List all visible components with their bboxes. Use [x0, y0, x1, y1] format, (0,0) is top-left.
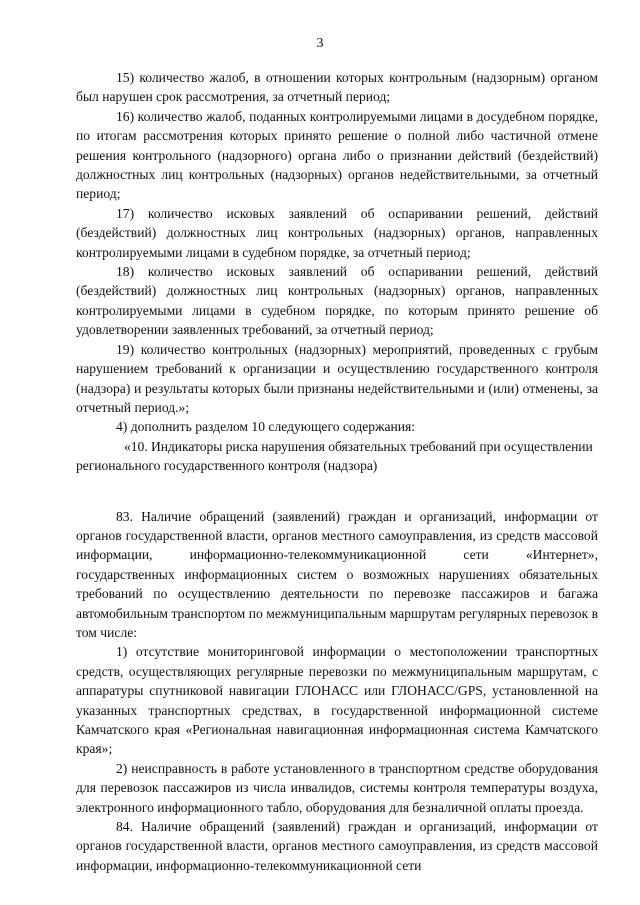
paragraph-item-19: 19) количество контрольных (надзорных) мероприятий, проведенных с грубым нарушением требований к организации и осуществлению государственного контроля (надзора) и результаты которых были признаны недействительными и (или) отменены, за отчетный период.»;: [76, 341, 598, 415]
paragraph-item-84: 84. Наличие обращений (заявлений) граждан и организаций, информации от органов государственной власти, органов местного самоуправления, из средств массовой информации, информационно-телекоммуникационной сети: [76, 819, 598, 873]
paragraph-item-17: 17) количество исковых заявлений об оспаривании решений, действий (бездействий) должностных лиц контрольных (надзорных) органов, направленных контролируемыми лицами в судебном порядке, за отчетный период;: [76, 205, 598, 260]
paragraph-amendment-4: 4) дополнить разделом 10 следующего содержания:: [116, 419, 416, 435]
paragraph-item-18: 18) количество исковых заявлений об оспаривании решений, действий (бездействий) должностных лиц контрольных (надзорных) органов, направленных контролируемыми лицами в судебном порядке, по которым принято решение об удовлетворении заявленных требований, за отчетный период;: [76, 264, 598, 338]
section-spacer: [76, 476, 598, 507]
page-number: 3: [316, 36, 324, 51]
paragraph-subitem-1: 1) отсутствие мониторинговой информации о местоположении транспортных средств, осуществляющих регулярные перевозки по межмуниципальным маршрутам, с аппаратуры спутниковой навигации ГЛОНАСС или ГЛОНАСС/GPS, установленной на указанных транспортных средствах, в государственной информационной системе Камчатского края «Региональная навигационная информационная система Камчатского края»;: [76, 644, 598, 757]
section-heading: «10. Индикаторы риска нарушения обязательных требований при осуществлении регионального государственного контроля (надзора): [76, 438, 593, 474]
paragraph-subitem-2: 2) неисправность в работе установленного в транспортном средстве оборудования для перевозок пассажиров из числа инвалидов, системы контроля температуры воздуха, электронного информационного табло, оборудования для безналичной оплаты проезда.: [76, 760, 598, 815]
paragraph-item-16: 16) количество жалоб, поданных контролируемыми лицами в досудебном порядке, по итогам рассмотрения которых принято решение о полной либо частичной отмене решения контрольного (надзорного) органа либо о признании действий (бездействий) должностных лиц контрольных (надзорных) органов недействительными, за отчетный период;: [76, 108, 598, 202]
paragraph-item-83: 83. Наличие обращений (заявлений) граждан и организаций, информации от органов государственной власти, органов местного самоуправления, из средств массовой информации, информационно-телекоммуникационной сети «Интернет», государственных информационных систем о возможных нарушениях обязательных требований по осуществлению деятельности по перевозке пассажиров и багажа автомобильным транспортом по межмуниципальным маршрутам регулярных перевозок в том числе:: [76, 508, 598, 640]
paragraph-item-15: 15) количество жалоб, в отношении которых контрольным (надзорным) органом был нарушен срок рассмотрения, за отчетный период;: [76, 70, 598, 105]
document-body: [76, 68, 598, 875]
